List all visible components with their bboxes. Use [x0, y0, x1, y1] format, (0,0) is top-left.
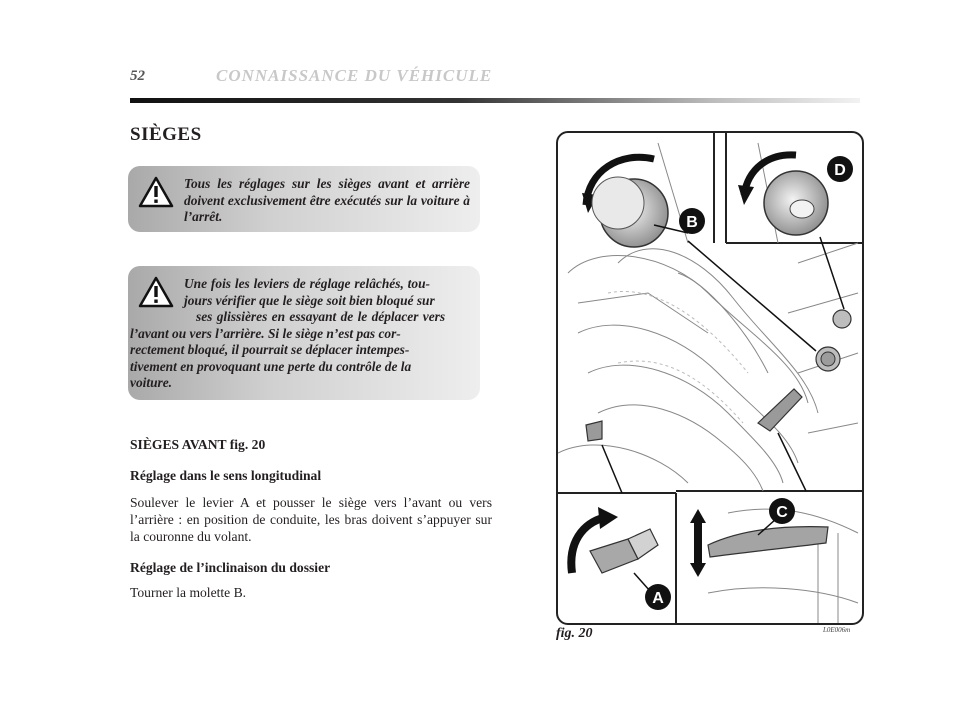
warning-triangle-icon — [138, 276, 174, 308]
warning-box-1 — [128, 166, 480, 232]
longitudinal-text: Soulever le levier A et pousser le siège vers l’avant ou vers l’arrière : en position de conduite, les bras doivent s’appuyer sur la couronne du volant. — [130, 495, 492, 544]
warning-line: ses glissières en essayant de le déplacer vers — [196, 309, 446, 324]
figure-caption: fig. 20 — [556, 626, 593, 641]
callout-c: C — [776, 504, 788, 521]
backrest-heading: Réglage de l’inclinaison du dossier — [130, 560, 331, 575]
warning-line: l’avant ou vers l’arrière. Si le siège n’est pas cor- — [130, 325, 401, 341]
backrest-text: Tourner la molette B. — [130, 585, 247, 600]
longitudinal-heading: Réglage dans le sens longitudinal — [130, 468, 322, 483]
figure-code: L0E006m — [823, 626, 851, 634]
seat-diagram — [558, 133, 862, 623]
warning-text-1: Tous les réglages sur les sièges avant et arrière doivent exclusivement être exécutés sur la voiture à l’arrêt. — [184, 176, 470, 224]
warning-box-2 — [128, 266, 480, 400]
warning-line: jours vérifier que le siège soit bien bloqué sur — [184, 292, 435, 308]
callout-a: A — [652, 590, 664, 607]
warning-line: rectement bloqué, il pourrait se déplacer intempes- — [130, 342, 410, 357]
front-seats-heading: SIÈGES AVANT fig. 20 — [130, 437, 266, 452]
header-rule — [130, 98, 860, 103]
warning-triangle-icon — [138, 176, 174, 208]
section-title: SIÈGES — [130, 124, 202, 145]
callout-b: B — [686, 214, 698, 231]
page-header — [130, 68, 860, 98]
callout-d: D — [834, 162, 846, 179]
page-number: 52 — [130, 68, 145, 84]
warning-line: Une fois les leviers de réglage relâchés, tou- — [184, 276, 430, 291]
warning-line: voiture. — [130, 375, 173, 390]
seat-illustration — [556, 131, 864, 625]
running-title: CONNAISSANCE DU VÉHICULE — [216, 66, 493, 85]
warning-line: tivement en provoquant une perte du contrôle de la — [130, 358, 412, 374]
